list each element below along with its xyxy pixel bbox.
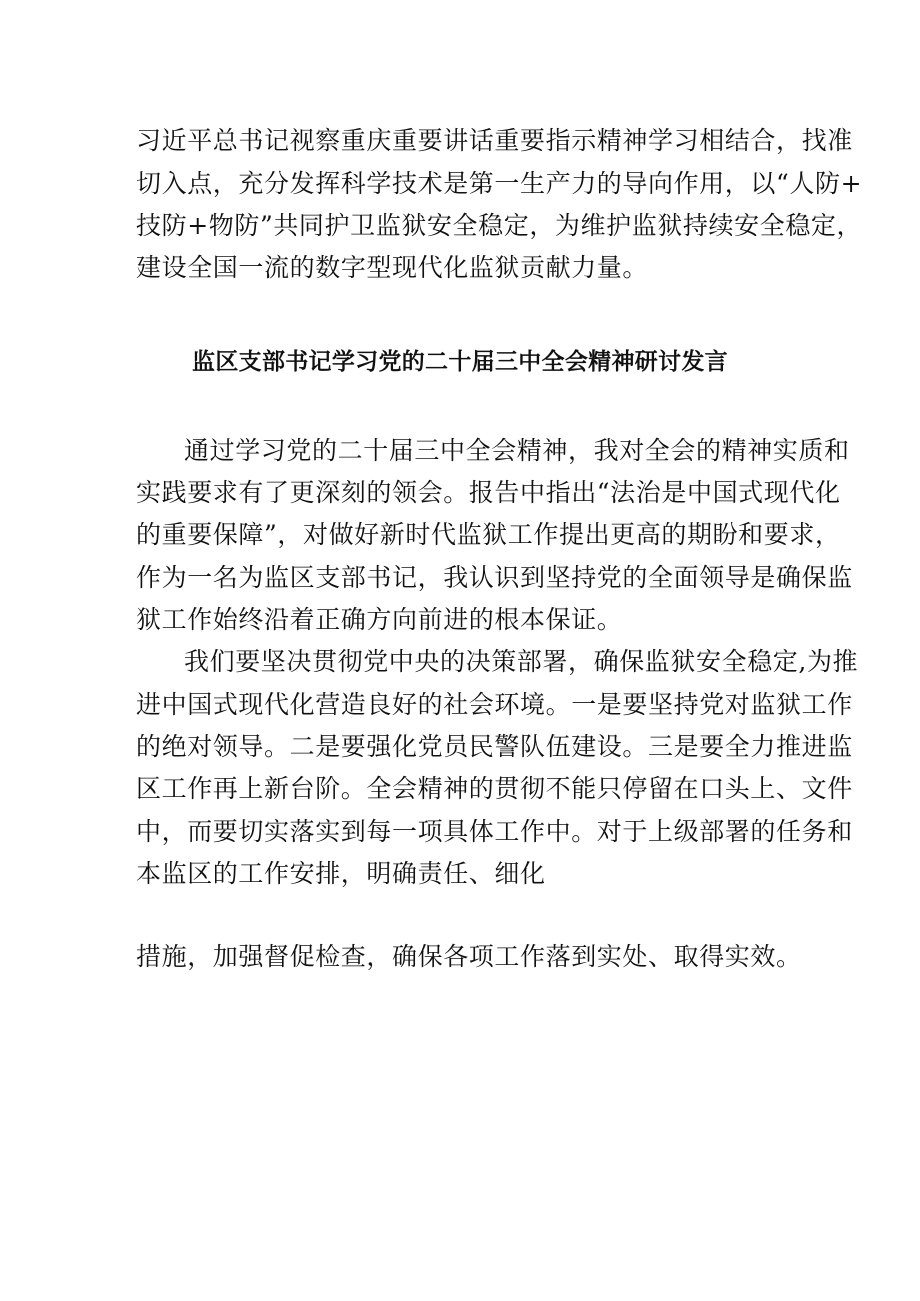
intro-line: 习近平总书记视察重庆重要讲话重要指示精神学习相结合，找准 <box>136 126 853 155</box>
intro-line: 切入点，充分发挥科学技术是第一生产力的导向作用，以“人防+ <box>136 169 863 198</box>
paragraph-2-line: 中，而要切实落实到每一项具体工作中。对于上级部署的任务和 <box>136 817 853 846</box>
speech-title: 监区支部书记学习党的二十届三中全会精神研讨发言 <box>192 348 728 375</box>
paragraph-3-line: 措施，加强督促检查，确保各项工作落到实处、取得实效。 <box>136 942 802 971</box>
paragraph-1-line: 狱工作始终沿着正确方向前进的根本保证。 <box>136 605 623 634</box>
paragraph-2-line: 的绝对领导。二是要强化党员民警队伍建设。三是要全力推进监 <box>136 732 853 761</box>
intro-line: 建设全国一流的数字型现代化监狱贡献力量。 <box>136 253 649 282</box>
paragraph-1-line: 作为一名为监区支部书记，我认识到坚持党的全面领导是确保监 <box>136 563 853 592</box>
paragraph-1-line: 实践要求有了更深刻的领会。报告中指出“法治是中国式现代化 <box>136 478 841 507</box>
paragraph-2-line: 进中国式现代化营造良好的社会环境。一是要坚持党对监狱工作 <box>136 690 853 719</box>
paragraph-1-line: 的重要保障”，对做好新时代监狱工作提出更高的期盼和要求， <box>136 520 841 549</box>
paragraph-2-line: 我们要坚决贯彻党中央的决策部署，确保监狱安全稳定,为推 <box>184 647 859 676</box>
paragraph-2-line: 本监区的工作安排，明确责任、细化 <box>136 859 546 888</box>
intro-line: 技防+物防”共同护卫监狱安全稳定，为维护监狱持续安全稳定， <box>136 211 863 240</box>
paragraph-2-line: 区工作再上新台阶。全会精神的贯彻不能只停留在口头上、文件 <box>136 774 853 803</box>
paragraph-1-line: 通过学习党的二十届三中全会精神，我对全会的精神实质和 <box>184 436 850 465</box>
